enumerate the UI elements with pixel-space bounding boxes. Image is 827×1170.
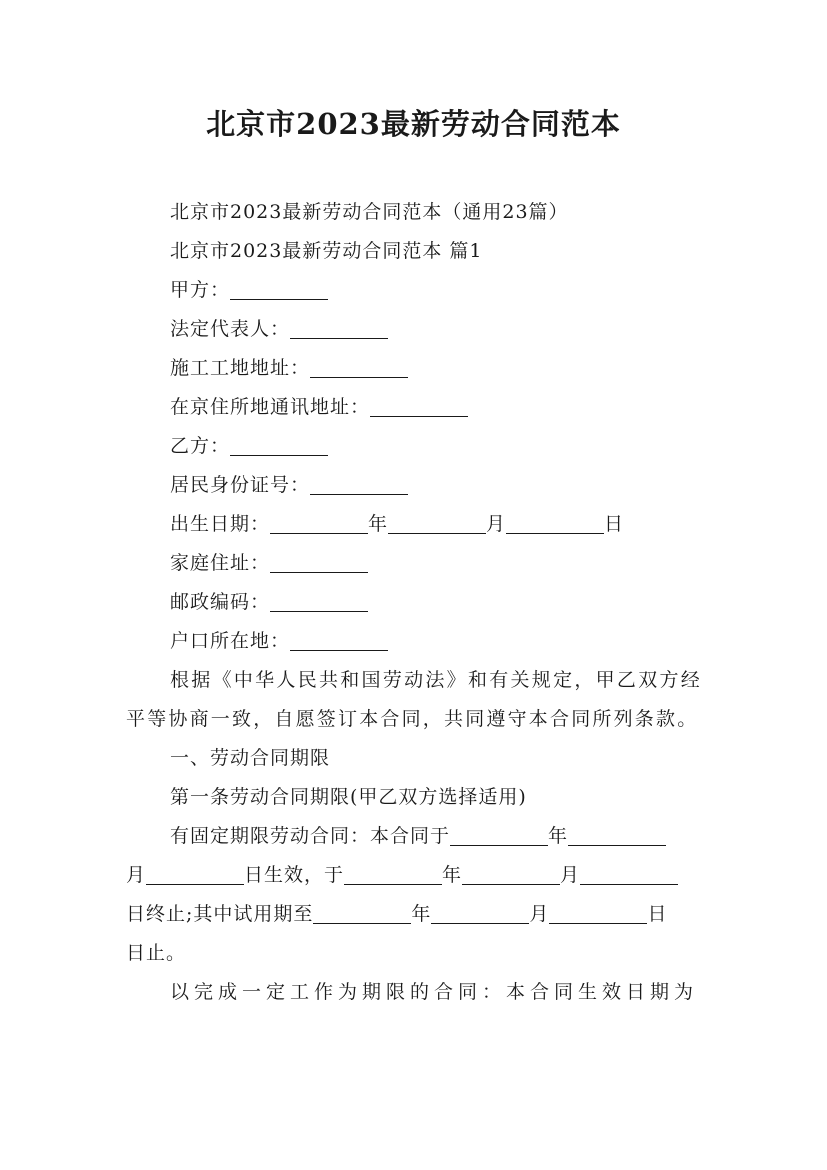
- end-text: 日终止;其中试用期至: [126, 903, 314, 925]
- year-label: 年: [548, 825, 569, 847]
- blank-line: [344, 865, 442, 885]
- blank-line: [230, 280, 328, 300]
- blank-line: [506, 514, 604, 534]
- fixed-term-line-1: [126, 817, 702, 856]
- blank-line: [270, 592, 368, 612]
- blank-line: [270, 553, 368, 573]
- blank-line: [230, 436, 328, 456]
- field-site-address: [126, 349, 702, 388]
- year-label: 年: [368, 513, 389, 535]
- fixed-term-line-2: [126, 856, 702, 895]
- blank-line: [310, 475, 408, 495]
- field-label: 出生日期：: [170, 513, 271, 535]
- blank-line: [549, 904, 647, 924]
- day-label: 日: [604, 513, 625, 535]
- field-label: 邮政编码：: [170, 591, 271, 613]
- field-legal-rep: [126, 310, 702, 349]
- blank-line: [431, 904, 529, 924]
- intro-line: 北京市2023最新劳动合同范本（通用23篇）: [170, 201, 569, 223]
- field-label: 法定代表人：: [170, 318, 291, 340]
- field-hukou: [126, 622, 702, 661]
- month-label: 月: [529, 903, 550, 925]
- blank-line: [370, 397, 468, 417]
- fixed-term-line-3: [126, 895, 702, 934]
- month-label: 月: [126, 864, 147, 886]
- fixed-term-prefix: 有固定期限劳动合同：本合同于: [170, 825, 451, 847]
- field-label: 居民身份证号：: [170, 474, 311, 496]
- field-home-address: [126, 544, 702, 583]
- effective-text: 日生效，于: [244, 864, 345, 886]
- article-heading: 第一条劳动合同期限(甲乙双方选择适用): [170, 786, 527, 808]
- paragraph-basis: 根据《中华人民共和国劳动法》和有关规定，甲乙双方经平等协商一致，自愿签订本合同，共同遵守本合同所列条款。: [126, 669, 702, 730]
- blank-line: [462, 865, 560, 885]
- document-title: 北京市2023最新劳动合同范本: [206, 107, 621, 141]
- field-party-b: [126, 427, 702, 466]
- field-beijing-address: [126, 388, 702, 427]
- blank-line: [388, 514, 486, 534]
- field-label: 户口所在地：: [170, 630, 291, 652]
- field-id-number: [126, 466, 702, 505]
- field-label: 在京住所地通讯地址：: [170, 396, 371, 418]
- chapter-heading: 一、劳动合同期限: [170, 747, 331, 769]
- field-postal-code: [126, 583, 702, 622]
- blank-line: [313, 904, 411, 924]
- blank-line: [310, 358, 408, 378]
- blank-line: [450, 826, 548, 846]
- field-label: 家庭住址：: [170, 552, 271, 574]
- blank-line: [580, 865, 678, 885]
- month-label: 月: [560, 864, 581, 886]
- blank-line: [290, 631, 388, 651]
- field-label: 施工工地地址：: [170, 357, 311, 379]
- field-label: 甲方：: [170, 279, 231, 301]
- task-based-line: 以完成一定工作为期限的合同：本合同生效日期为: [170, 981, 699, 1003]
- blank-line: [270, 514, 368, 534]
- blank-line: [290, 319, 388, 339]
- year-label: 年: [442, 864, 463, 886]
- blank-line: [568, 826, 666, 846]
- field-birth-date: [126, 505, 702, 544]
- blank-line: [146, 865, 244, 885]
- field-label: 乙方：: [170, 435, 231, 457]
- fixed-term-line-4: 日止。: [126, 942, 187, 964]
- day-label: 日: [647, 903, 668, 925]
- document-body: [126, 193, 702, 1012]
- year-label: 年: [411, 903, 432, 925]
- field-party-a: [126, 271, 702, 310]
- month-label: 月: [486, 513, 507, 535]
- section-heading: 北京市2023最新劳动合同范本 篇1: [170, 240, 483, 262]
